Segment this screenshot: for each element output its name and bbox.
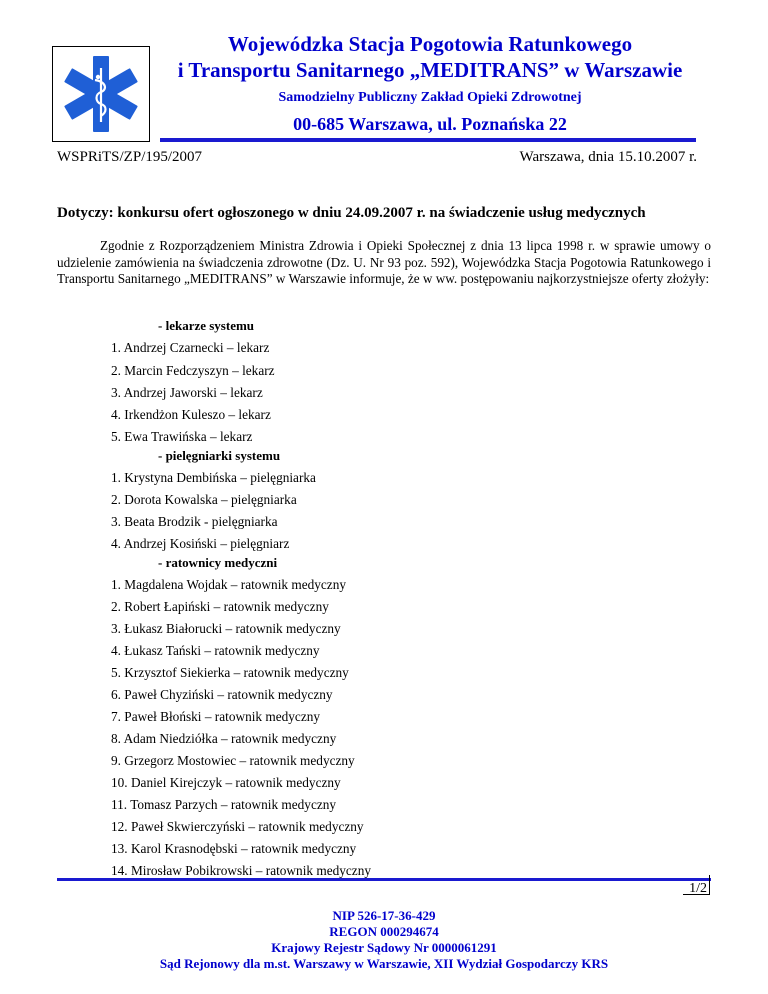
- footer-divider: [57, 878, 711, 881]
- document-date: Warszawa, dnia 15.10.2007 r.: [519, 149, 697, 165]
- list-item: 6. Paweł Chyziński – ratownik medyczny: [111, 687, 333, 702]
- list-item: 14. Mirosław Pobikrowski – ratownik medyczny: [111, 863, 371, 878]
- logo: [52, 46, 150, 142]
- list-item: 10. Daniel Kirejczyk – ratownik medyczny: [111, 775, 341, 790]
- list-item: 3. Andrzej Jaworski – lekarz: [111, 385, 263, 400]
- list-item: 1. Krystyna Dembińska – pielęgniarka: [111, 470, 316, 485]
- list-item: 4. Irkendżon Kuleszo – lekarz: [111, 407, 271, 422]
- subject-line: Dotyczy: konkursu ofert ogłoszonego w dniu 24.09.2007 r. na świadczenie usług medycznych: [57, 205, 646, 221]
- institution-name: Wojewódzka Stacja Pogotowia Ratunkowego: [227, 32, 633, 56]
- list-item: 12. Paweł Skwierczyński – ratownik medyczny: [111, 819, 364, 834]
- list-item: 7. Paweł Błoński – ratownik medyczny: [111, 709, 321, 724]
- list-item: 1. Magdalena Wojdak – ratownik medyczny: [111, 577, 347, 592]
- header-divider: [160, 138, 696, 142]
- list-item: 5. Ewa Trawińska – lekarz: [111, 429, 253, 444]
- list-item: 2. Marcin Fedczyszyn – lekarz: [111, 363, 275, 378]
- footer-krs: Krajowy Rejestr Sądowy Nr 0000061291: [271, 940, 497, 955]
- list-item: 3. Łukasz Białorucki – ratownik medyczny: [111, 621, 341, 636]
- list-item: 2. Robert Łapiński – ratownik medyczny: [111, 599, 329, 614]
- footer-nip: NIP 526-17-36-429: [332, 908, 436, 923]
- footer-court: Sąd Rejonowy dla m.st. Warszawy w Warszawie, XII Wydział Gospodarczy KRS: [159, 956, 609, 971]
- list-item: 3. Beata Brodzik - pielęgniarka: [111, 514, 278, 529]
- list-item: 4. Łukasz Tański – ratownik medyczny: [111, 643, 320, 658]
- list-item: 8. Adam Niedziółka – ratownik medyczny: [111, 731, 337, 746]
- group-heading-doctors: - lekarze systemu: [158, 318, 255, 333]
- body-paragraph: Zgodnie z Rozporządzeniem Ministra Zdrowia i Opieki Społecznej z dnia 13 lipca 1998 r. w sprawie umowy o udzielenie zamówienia na świadczenia zdrowotne (Dz. U. Nr 93 poz. 592), Wojewódzka Stacja Pogotowia Ratunkowego i Transportu Sanitarnego „MEDITRANS” w Warszawie informuje, że w ww. postępowaniu najkorzystniejsze oferty złożyły:: [57, 238, 711, 286]
- list-item: 13. Karol Krasnodębski – ratownik medyczny: [111, 841, 357, 856]
- institution-address: 00-685 Warszawa, ul. Poznańska 22: [293, 114, 567, 134]
- list-item: 2. Dorota Kowalska – pielęgniarka: [111, 492, 297, 507]
- institution-name-line2: i Transportu Sanitarnego „MEDITRANS” w Warszawie: [177, 58, 683, 82]
- group-heading-nurses: - pielęgniarki systemu: [158, 448, 281, 463]
- footer-regon: REGON 000294674: [329, 924, 439, 939]
- list-item: 5. Krzysztof Siekierka – ratownik medyczny: [111, 665, 349, 680]
- list-item: 11. Tomasz Parzych – ratownik medyczny: [111, 797, 337, 812]
- list-item: 1. Andrzej Czarnecki – lekarz: [111, 340, 270, 355]
- reference-number: WSPRiTS/ZP/195/2007: [57, 149, 203, 165]
- institution-subtitle: Samodzielny Publiczny Zakład Opieki Zdrowotnej: [278, 90, 582, 105]
- page-number: [683, 875, 710, 895]
- group-heading-paramedics: - ratownicy medyczni: [158, 555, 278, 570]
- star-of-life-icon: [57, 51, 145, 137]
- list-item: 4. Andrzej Kosiński – pielęgniarz: [111, 536, 290, 551]
- page-number-text: 1/2: [689, 881, 707, 896]
- list-item: 9. Grzegorz Mostowiec – ratownik medyczny: [111, 753, 355, 768]
